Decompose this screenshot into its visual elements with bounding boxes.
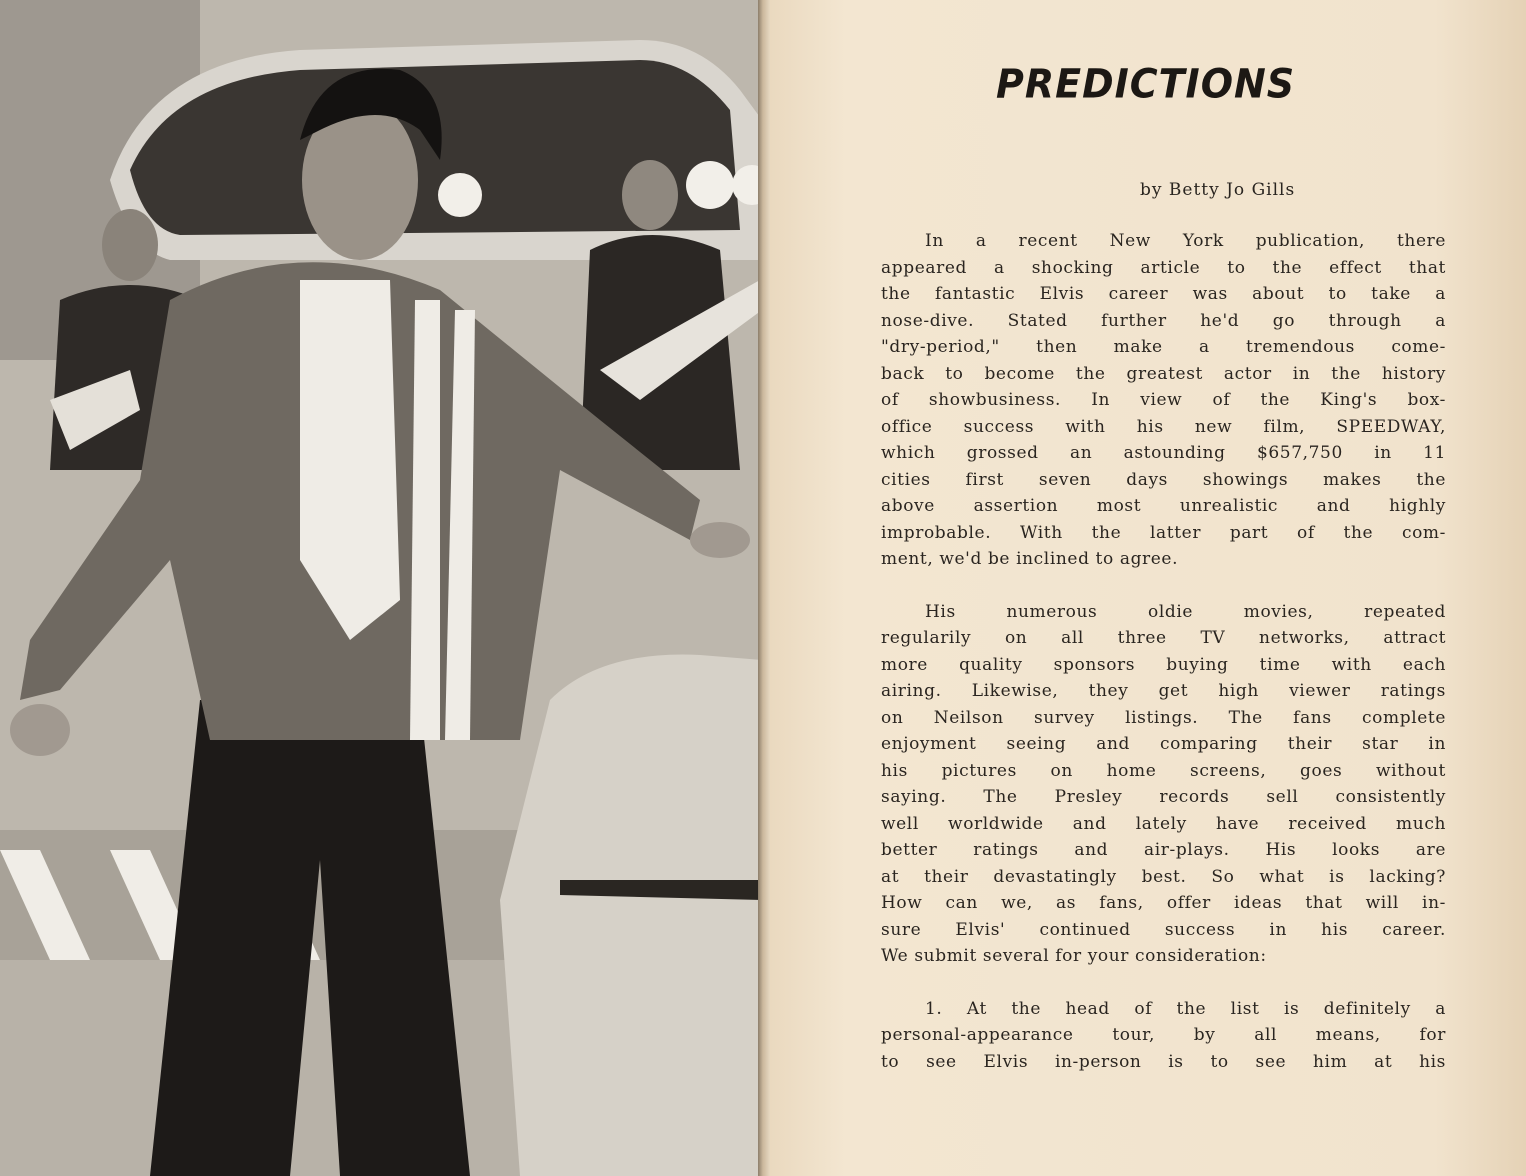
- text-line: well worldwide and lately have received much: [881, 813, 1446, 834]
- text-page: [770, 0, 1526, 1176]
- headlight: [438, 173, 482, 217]
- article-byline: by Betty Jo Gills: [1140, 180, 1296, 200]
- text-line: back to become the greatest actor in the history: [881, 363, 1446, 384]
- text-line: office success with his new film, SPEEDWAY,: [881, 416, 1446, 437]
- article-paragraph: [881, 996, 1446, 1076]
- text-line: In a recent New York publication, there: [925, 231, 1446, 251]
- text-line: We submit several for your consideration:: [881, 946, 1267, 966]
- text-line: which grossed an astounding $657,750 in 11: [881, 443, 1446, 463]
- text-line: saying. The Presley records sell consistently: [881, 787, 1446, 807]
- article-title: PREDICTIONS: [996, 60, 1296, 108]
- text-line: better ratings and air-plays. His looks are: [881, 840, 1446, 860]
- text-line: sure Elvis' continued success in his career.: [881, 919, 1446, 940]
- text-line: above assertion most unrealistic and highly: [881, 496, 1446, 516]
- text-line: to see Elvis in-person is to see him at his: [881, 1051, 1446, 1072]
- text-line: 1. At the head of the list is definitely a: [925, 998, 1446, 1019]
- text-line: on Neilson survey listings. The fans complete: [881, 707, 1446, 728]
- article-paragraph: [881, 228, 1446, 573]
- text-line: more quality sponsors buying time with each: [881, 654, 1446, 675]
- text-line: "dry-period," then make a tremendous come-: [881, 337, 1446, 357]
- text-line: of showbusiness. In view of the King's box-: [881, 390, 1446, 410]
- photo-page: [0, 0, 762, 1176]
- headlight: [686, 161, 734, 209]
- text-line: How can we, as fans, offer ideas that will in-: [881, 893, 1446, 913]
- text-line: appeared a shocking article to the effect that: [881, 257, 1446, 278]
- article-paragraph: [881, 599, 1446, 970]
- text-line: personal-appearance tour, by all means, for: [881, 1025, 1446, 1045]
- text-line: improbable. With the latter part of the com-: [881, 522, 1446, 543]
- text-line: cities first seven days showings makes the: [881, 469, 1446, 490]
- text-line: enjoyment seeing and comparing their star in: [881, 734, 1446, 754]
- performer-photo: [0, 0, 762, 1176]
- text-line: ment, we'd be inclined to agree.: [881, 549, 1179, 569]
- text-line: the fantastic Elvis career was about to take a: [881, 284, 1446, 304]
- text-line: nose-dive. Stated further he'd go through a: [881, 310, 1446, 331]
- article-body: [881, 228, 1446, 1101]
- text-line: airing. Likewise, they get high viewer ratings: [881, 681, 1446, 701]
- text-line: regularily on all three TV networks, attract: [881, 628, 1446, 648]
- text-line: his pictures on home screens, goes without: [881, 760, 1446, 781]
- text-line: His numerous oldie movies, repeated: [925, 601, 1446, 622]
- text-line: at their devastatingly best. So what is lacking?: [881, 866, 1446, 887]
